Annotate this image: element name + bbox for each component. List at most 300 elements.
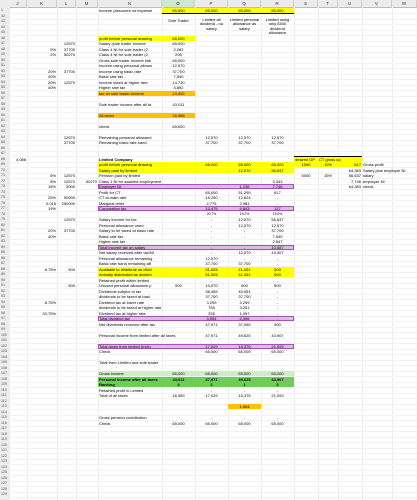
value-cell[interactable]: -	[210, 222, 213, 228]
row-number[interactable]: 105	[1, 360, 7, 364]
rate-cell[interactable]: 6%	[50, 173, 56, 178]
value-cell[interactable]: 65,000	[172, 35, 185, 41]
row-number[interactable]: 42	[0, 14, 9, 19]
side-t[interactable]: 15%	[323, 173, 332, 178]
row-number[interactable]: 86	[0, 256, 9, 261]
value-cell[interactable]: 37,700	[238, 140, 251, 145]
value-cell[interactable]: 37,700	[205, 261, 218, 266]
row-number[interactable]: 127	[1, 481, 7, 485]
desired-gp[interactable]: 1000	[301, 162, 311, 167]
row-number[interactable]: 108	[1, 376, 7, 381]
row-number[interactable]: 79	[0, 217, 9, 222]
row-number[interactable]: 67	[0, 151, 9, 156]
value-cell[interactable]: -	[210, 277, 213, 283]
side-u[interactable]: 64,383	[348, 184, 361, 189]
value-cell[interactable]: 3,299	[239, 299, 250, 305]
row-label[interactable]: Total of all taxes	[99, 393, 128, 398]
value-cell[interactable]: 1,136	[239, 184, 250, 189]
value-cell[interactable]: 255	[208, 310, 215, 316]
row-label[interactable]: Class 1 NI for salaried employment	[99, 178, 162, 184]
value-cell[interactable]: 12,570	[238, 167, 251, 173]
column-header-p[interactable]: P	[195, 0, 228, 7]
value-cell[interactable]: -	[243, 387, 246, 393]
value-cell[interactable]: 12,570	[205, 134, 218, 140]
value-cell[interactable]: -	[276, 299, 279, 305]
value-cell[interactable]: 40,951	[238, 288, 251, 294]
side-head[interactable]: desired GP	[295, 156, 316, 162]
row-number[interactable]: 50	[0, 58, 9, 63]
value-cell[interactable]: 56,637	[271, 217, 284, 222]
row-number[interactable]: 49	[0, 52, 9, 57]
value-cell[interactable]: 1,654	[239, 404, 250, 409]
row-number[interactable]: 100	[1, 332, 7, 337]
value-cell[interactable]: 37,700	[271, 140, 284, 145]
rate-cell[interactable]: 20%	[47, 79, 56, 85]
row-number[interactable]: 43	[0, 19, 9, 24]
row-label[interactable]: Marginal relief	[99, 200, 125, 206]
row-label[interactable]: Dividend tax at higher rate	[99, 310, 146, 316]
value-cell[interactable]: 12,824	[238, 195, 251, 200]
value-cell[interactable]: 65,000	[205, 349, 218, 354]
value-cell[interactable]: 65,000	[172, 8, 185, 13]
value-cell[interactable]: 20.7%	[206, 211, 217, 216]
row-number[interactable]: 120	[1, 442, 7, 447]
value-cell[interactable]: 51,525	[205, 266, 218, 272]
value-cell[interactable]: 38,455	[205, 288, 218, 294]
row-label[interactable]: Total taxes from limited (inclu	[99, 343, 151, 349]
row-number[interactable]: 97	[0, 316, 9, 321]
value-cell[interactable]: 65,000	[205, 420, 218, 426]
value-cell[interactable]: 500	[274, 321, 281, 327]
value-cell[interactable]: 65,000	[238, 8, 251, 13]
row-label[interactable]: Remaining personal allowand	[99, 134, 152, 140]
row-number[interactable]: 106	[1, 365, 7, 370]
value-cell[interactable]: 2,981	[239, 200, 250, 206]
column-header-m[interactable]: M	[76, 0, 98, 7]
value-cell[interactable]: 1	[243, 382, 246, 387]
value-cell[interactable]: 500	[241, 283, 248, 288]
row-label[interactable]: Retained profit within limited	[99, 277, 150, 283]
threshold-cell[interactable]: 12570	[63, 134, 75, 140]
row-number[interactable]: 58	[0, 102, 9, 107]
row-number[interactable]: 89	[0, 272, 9, 277]
value-cell[interactable]: 7,540	[173, 74, 184, 79]
row-number[interactable]: 107	[1, 371, 7, 375]
rate-cell[interactable]: 40%	[47, 74, 56, 79]
value-cell[interactable]: 15,375	[238, 393, 251, 398]
threshold-cell[interactable]: 37700	[63, 140, 75, 145]
row-label[interactable]: Employer NI	[99, 184, 122, 189]
value-cell[interactable]: 12,570	[172, 63, 185, 68]
row-label[interactable]: profit before personal drawing	[99, 35, 152, 41]
row-number[interactable]: 122	[1, 453, 7, 458]
value-cell[interactable]: 21,093	[271, 393, 284, 398]
value-cell[interactable]: 37,700	[238, 261, 251, 266]
value-cell[interactable]: 43,407	[271, 250, 284, 255]
value-cell[interactable]: 14,730	[172, 79, 185, 85]
rate-cell[interactable]: 8.75%	[44, 299, 56, 305]
value-cell[interactable]: -	[210, 239, 213, 244]
row-label[interactable]: Available to distribute as divid	[99, 266, 152, 272]
row-number[interactable]: 63	[0, 129, 9, 134]
side-label[interactable]: employer NI	[363, 178, 385, 184]
row-number[interactable]: 56	[0, 91, 9, 96]
row-label[interactable]: Dividend tax at lower rate	[99, 299, 145, 305]
value-cell[interactable]: 117	[274, 206, 281, 211]
value-cell[interactable]: 51,525	[205, 272, 218, 277]
value-cell[interactable]: 500	[175, 283, 182, 288]
row-number[interactable]: 110	[0, 388, 9, 393]
row-number[interactable]: 57	[0, 96, 9, 101]
value-cell[interactable]: 2,547	[272, 239, 283, 244]
row-number[interactable]: 94	[0, 300, 9, 305]
row-number[interactable]: 104	[1, 354, 7, 359]
value-cell[interactable]: 12,570	[238, 222, 251, 228]
row-label[interactable]: dividends to be taxed at higher rate	[99, 305, 162, 310]
value-cell[interactable]: 16,988	[172, 112, 185, 118]
value-cell[interactable]: -	[243, 233, 246, 239]
row-number[interactable]: 47	[0, 41, 9, 46]
value-cell[interactable]: 37,700	[271, 228, 284, 233]
row-number[interactable]: 124	[1, 464, 7, 469]
row-number[interactable]: 55	[0, 85, 9, 90]
threshold-cell[interactable]: 37700	[63, 68, 75, 74]
value-cell[interactable]: 51,295	[238, 189, 251, 195]
row-number[interactable]: 111	[0, 393, 9, 398]
value-cell[interactable]: -	[276, 310, 279, 316]
row-number[interactable]: 103	[1, 349, 7, 353]
value-cell[interactable]: 56,637	[271, 167, 284, 173]
row-label[interactable]: Pension paid by limited	[99, 173, 141, 178]
row-number[interactable]: 74	[0, 190, 9, 195]
value-cell[interactable]: 65,000	[271, 162, 284, 167]
row-number[interactable]: 1	[0, 8, 9, 13]
value-cell[interactable]: 65,000	[238, 349, 251, 354]
row-label[interactable]: Class 4 NI for sole trader (2.	[99, 52, 150, 57]
value-cell[interactable]: 65,000	[205, 8, 218, 13]
value-cell[interactable]: -	[276, 261, 279, 266]
row-label[interactable]: dividends to be taxed at basi	[99, 294, 150, 299]
side-u[interactable]: 7,746	[350, 178, 361, 184]
value-cell[interactable]: 37,700	[205, 294, 218, 299]
value-cell[interactable]: 7,540	[272, 233, 283, 239]
value-cell[interactable]: 65,000	[271, 371, 284, 376]
row-number[interactable]: 53	[0, 74, 9, 79]
value-cell[interactable]: 41,451	[238, 272, 251, 277]
value-cell[interactable]: 37,700	[238, 294, 251, 299]
row-label[interactable]: Gross pension contribution	[99, 415, 147, 420]
value-cell[interactable]: 3,299	[206, 299, 217, 305]
value-cell[interactable]: 65,000	[172, 123, 185, 129]
row-number[interactable]: 65	[0, 140, 9, 145]
value-cell[interactable]: 47,971	[205, 321, 218, 327]
row-number[interactable]: 91	[0, 283, 9, 288]
row-label[interactable]: Higher rate tax	[99, 239, 126, 244]
value-cell[interactable]: 65,000	[172, 420, 185, 426]
row-label[interactable]: Personal income after all taxes	[99, 376, 158, 382]
value-cell[interactable]: 17,029	[205, 393, 218, 398]
row-number[interactable]: 45	[0, 30, 9, 35]
row-number[interactable]: 64	[0, 135, 9, 140]
row-label[interactable]: Income taxed at higher rate	[99, 79, 148, 85]
row-label[interactable]: Class 4 NI for sole trader (2.	[99, 46, 150, 52]
value-cell[interactable]: -	[276, 316, 279, 321]
value-cell[interactable]: -	[210, 250, 213, 255]
row-number[interactable]: 123	[1, 459, 7, 463]
row-number[interactable]: 88	[0, 267, 9, 272]
threshold-cell[interactable]: 37700	[63, 228, 75, 233]
rate-cell[interactable]: 15%	[47, 184, 56, 189]
threshold-cell[interactable]: 500	[68, 283, 75, 288]
row-number[interactable]: 52	[0, 69, 9, 74]
row-number[interactable]: 46	[0, 36, 9, 41]
threshold-cell[interactable]: 12570	[63, 79, 75, 85]
row-label[interactable]: Salary paid by limited	[99, 167, 138, 173]
value-cell[interactable]: 4,396	[239, 316, 250, 321]
rate-cell[interactable]: 8.75%	[44, 266, 56, 272]
threshold-cell[interactable]: 500	[68, 266, 75, 272]
value-cell[interactable]: 47,971	[205, 332, 218, 338]
row-label[interactable]: Personal allowance remaining	[99, 255, 153, 261]
value-cell[interactable]: 3,554	[206, 316, 217, 321]
value-cell[interactable]: 17,029	[205, 343, 218, 349]
threshold-cell[interactable]: 50000	[63, 195, 75, 200]
row-number[interactable]: 59	[0, 107, 9, 112]
value-cell[interactable]: -	[276, 255, 279, 261]
rate-cell[interactable]: 9%	[50, 46, 56, 52]
rate-cell[interactable]: 25%	[47, 195, 56, 200]
row-number[interactable]: 85	[0, 250, 9, 255]
value-cell[interactable]: 500	[274, 283, 281, 288]
row-number[interactable]: 84	[0, 245, 9, 250]
row-number[interactable]: 78	[0, 212, 9, 217]
row-number[interactable]: 99	[0, 327, 9, 332]
row-number[interactable]: 92	[0, 289, 9, 294]
value-cell[interactable]: 13,070	[205, 283, 218, 288]
row-number[interactable]: 44	[0, 25, 9, 30]
row-number[interactable]: 71	[0, 173, 9, 178]
side-label[interactable]: check	[363, 184, 374, 189]
value-cell[interactable]: -	[243, 239, 246, 244]
column-header-l[interactable]: L	[57, 0, 76, 7]
column-header-o[interactable]: O	[162, 0, 195, 7]
value-cell[interactable]: -	[276, 200, 279, 206]
side-u[interactable]: 64,383	[348, 167, 361, 173]
value-cell[interactable]: -	[276, 387, 279, 393]
value-cell[interactable]: 3,343	[272, 178, 283, 184]
row-label[interactable]: Gross income	[99, 371, 124, 376]
rate-cell[interactable]: 20%	[47, 68, 56, 74]
rate-cell[interactable]: 20%	[47, 228, 56, 233]
value-cell[interactable]: 65,000	[172, 371, 185, 376]
side-head[interactable]: CT gross up	[319, 156, 341, 162]
value-cell[interactable]: 65,000	[238, 420, 251, 426]
row-label[interactable]: Profit for CT	[99, 189, 121, 195]
value-cell[interactable]: 9,843	[239, 206, 250, 211]
value-cell[interactable]: 65,000	[271, 8, 284, 13]
value-cell[interactable]: 65,000	[172, 57, 185, 63]
row-label[interactable]: Basic rate tax	[99, 233, 124, 239]
row-label[interactable]: tax on sole trader income	[99, 90, 144, 96]
rate-cell[interactable]: 33.75%	[42, 310, 56, 316]
value-cell[interactable]: 12,570	[271, 222, 284, 228]
value-cell[interactable]: 7,746	[272, 184, 283, 189]
row-number[interactable]: 129	[1, 492, 7, 496]
value-cell[interactable]: 3,251	[239, 305, 250, 310]
row-label[interactable]: Salary income for tax	[99, 217, 137, 222]
rate-cell[interactable]: 2%	[50, 52, 56, 57]
row-label[interactable]: Corporation tax	[99, 206, 127, 211]
value-cell[interactable]: -	[210, 387, 213, 393]
value-cell[interactable]: 617	[274, 189, 281, 195]
row-label[interactable]: Net dividends received after tax	[99, 321, 156, 327]
row-number[interactable]: 82	[0, 234, 9, 239]
value-cell[interactable]: 65,000	[205, 189, 218, 195]
column-header-n[interactable]: N	[98, 0, 162, 7]
value-cell[interactable]: 43,907	[271, 332, 284, 338]
threshold-cell[interactable]: 37700	[63, 46, 75, 52]
value-cell[interactable]: 16,250	[205, 195, 218, 200]
row-number[interactable]: 80	[0, 223, 9, 228]
row-number[interactable]: 70	[0, 168, 9, 173]
rate-cell[interactable]: 8%	[50, 178, 56, 184]
value-cell[interactable]: 41,451	[238, 266, 251, 272]
row-number[interactable]: 48	[0, 47, 9, 52]
row-number[interactable]: 90	[0, 278, 9, 283]
row-label[interactable]: All taxes	[99, 112, 115, 118]
value-cell[interactable]: 2,775	[206, 200, 217, 206]
value-cell[interactable]: 12,570	[238, 250, 251, 255]
value-cell[interactable]: -	[276, 195, 279, 200]
row-label[interactable]: Income using basic rate	[99, 68, 142, 74]
rate-cell[interactable]: 40%	[47, 85, 56, 90]
row-label[interactable]: Check	[99, 420, 111, 426]
row-number[interactable]: 77	[0, 206, 9, 211]
row-label[interactable]: Check	[99, 349, 111, 354]
value-cell[interactable]: 21,093	[271, 343, 284, 349]
threshold-cell[interactable]: 12570	[63, 178, 75, 184]
row-label[interactable]: profit before personal drawing	[99, 162, 152, 167]
value-cell[interactable]: 1,097	[239, 310, 250, 316]
row-number[interactable]: 114	[0, 410, 9, 415]
row-number[interactable]: 61	[0, 118, 9, 123]
value-cell[interactable]: 65,000	[172, 41, 185, 46]
value-cell[interactable]: -	[210, 228, 213, 233]
row-label[interactable]: Total from Limited and sole trader	[99, 360, 159, 365]
value-cell[interactable]: 2	[210, 382, 213, 387]
threshold-cell[interactable]: 50270	[63, 52, 75, 57]
rate-cell[interactable]: 0.015	[45, 200, 56, 206]
column-header-r[interactable]: R	[261, 0, 294, 7]
row-label[interactable]: Retained profit in Limited	[99, 387, 144, 393]
row-label[interactable]: Personal income from limited after all taxes	[99, 332, 176, 338]
row-number[interactable]: 117	[0, 426, 9, 431]
value-cell[interactable]: -	[210, 415, 213, 420]
row-label[interactable]: Dividends subject to tax	[99, 288, 142, 294]
row-number[interactable]: 81	[0, 228, 9, 233]
row-number[interactable]: 69	[0, 162, 9, 167]
value-cell[interactable]: 19.0%	[272, 211, 283, 216]
value-cell[interactable]: 37,055	[238, 321, 251, 327]
row-number[interactable]: 95	[0, 305, 9, 310]
value-cell[interactable]: 16,989	[172, 393, 185, 398]
value-cell[interactable]: -	[276, 294, 279, 299]
section-title[interactable]: Limited Company	[99, 156, 133, 162]
threshold-cell[interactable]: 5000	[66, 184, 75, 189]
row-number[interactable]: 93	[0, 294, 9, 299]
row-number[interactable]: 73	[0, 184, 9, 189]
value-cell[interactable]: 43,011	[172, 101, 185, 107]
value-cell[interactable]: -	[276, 277, 279, 283]
row-number[interactable]: 76	[0, 201, 9, 206]
row-number[interactable]: 101	[1, 338, 7, 342]
value-cell[interactable]: 65,000	[271, 349, 284, 354]
row-number[interactable]: 128	[1, 486, 7, 491]
row-label[interactable]: Total income tax on salary	[99, 244, 146, 250]
value-cell[interactable]: 49,625	[238, 376, 251, 382]
value-cell[interactable]: 65,000	[205, 162, 218, 167]
value-cell[interactable]: 500	[274, 266, 281, 272]
row-number[interactable]: 125	[1, 470, 7, 474]
value-cell[interactable]: 47,971	[205, 376, 218, 382]
row-label[interactable]: Total dividend tax	[99, 316, 130, 321]
value-cell[interactable]: 65,000	[238, 162, 251, 167]
row-number[interactable]: 54	[0, 80, 9, 85]
value-cell[interactable]: 13,475	[205, 206, 218, 211]
row-number[interactable]: 98	[0, 322, 9, 327]
threshold-cell[interactable]: 12570	[63, 217, 75, 222]
threshold-cell[interactable]: 12570	[63, 41, 75, 46]
value-cell[interactable]: 37,700	[205, 140, 218, 145]
row-label[interactable]: Ranking	[99, 382, 115, 387]
value-cell[interactable]: -	[243, 415, 246, 420]
ct-gross-up[interactable]: 19%	[323, 162, 332, 167]
value-cell[interactable]: 12,570	[271, 134, 284, 140]
row-label[interactable]: Income using personal allowa	[99, 63, 152, 68]
row-label[interactable]: Basic rate tax	[99, 74, 124, 79]
value-cell[interactable]: 49,625	[238, 332, 251, 338]
value-cell[interactable]: 65,000	[238, 371, 251, 376]
row-number[interactable]: 118	[0, 432, 9, 437]
row-label[interactable]: check	[99, 123, 110, 129]
column-header-w[interactable]: W	[392, 0, 417, 7]
row-label[interactable]: Higher rate tax	[99, 85, 126, 90]
column-header-u[interactable]: U	[338, 0, 362, 7]
value-cell[interactable]: -	[243, 244, 246, 250]
row-number[interactable]: 68	[0, 157, 9, 162]
row-number[interactable]: 109	[1, 382, 7, 386]
row-label[interactable]: Basic rate band remaining aft	[99, 261, 152, 266]
heading-sole-trader[interactable]: Sole Trader	[168, 17, 189, 23]
value-cell[interactable]: 3	[276, 382, 279, 387]
value-cell[interactable]: 15,376	[238, 343, 251, 349]
value-cell[interactable]: -	[243, 255, 246, 261]
value-cell[interactable]: 13,432	[172, 90, 185, 96]
value-cell[interactable]: -	[243, 277, 246, 283]
column-header-k[interactable]: K	[27, 0, 57, 7]
row-number[interactable]: 62	[0, 124, 9, 129]
side-label[interactable]: Gross profit	[363, 162, 384, 167]
value-cell[interactable]: 500	[274, 272, 281, 277]
value-cell[interactable]: -	[276, 305, 279, 310]
column-header-s[interactable]: S	[294, 0, 318, 7]
column-header-v[interactable]: V	[362, 0, 392, 7]
value-cell[interactable]: 43,011	[172, 376, 185, 382]
value-cell[interactable]: -	[210, 217, 213, 222]
value-cell[interactable]: 755	[208, 305, 215, 310]
side-u[interactable]: 56,637	[348, 173, 361, 178]
row-number[interactable]: 121	[1, 448, 7, 452]
